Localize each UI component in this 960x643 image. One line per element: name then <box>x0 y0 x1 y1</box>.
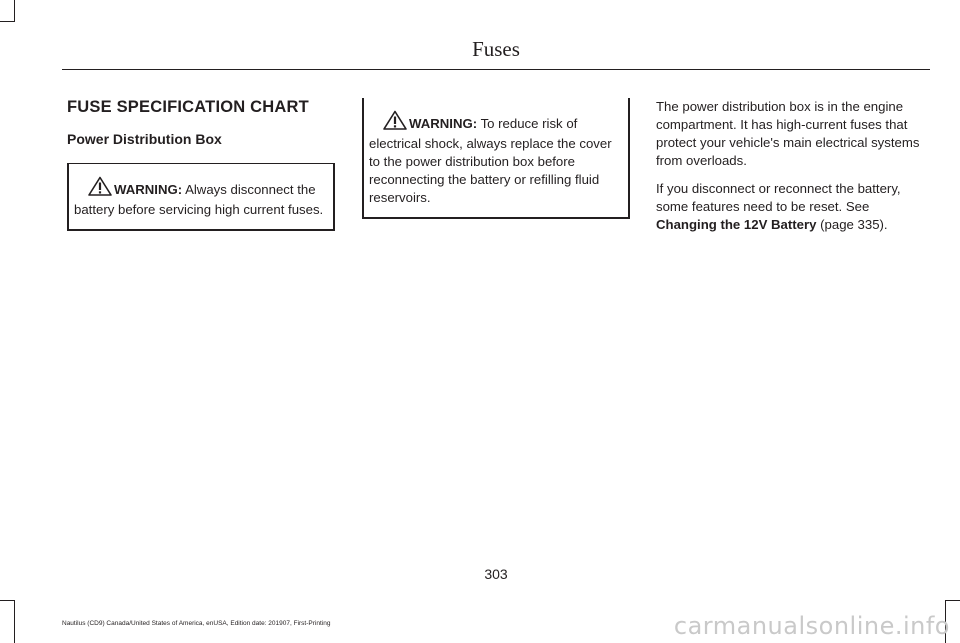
warning-label: WARNING: <box>409 116 478 131</box>
warning-label: WARNING: <box>114 182 183 197</box>
crop-mark-bottom-left-v <box>14 600 15 643</box>
warning-text: To reduce risk of electrical shock, always replace the cover to the power distribution box before reconnecting the battery or refilling fluid reservoirs. <box>369 116 612 205</box>
footer-edition-text: Nautilus (CD9) Canada/United States of America, enUSA, Edition date: 201907, First-Printing <box>62 620 331 627</box>
page-reference: (page 335). <box>816 217 888 232</box>
warning-triangle-icon <box>88 176 112 201</box>
subsection-title: Power Distribution Box <box>67 131 222 147</box>
header-rule <box>62 69 930 70</box>
column-3 <box>656 98 928 244</box>
body-paragraph-1: The power distribution box is in the engine compartment. It has high-current fuses that protect your vehicle's main electrical systems from overloads. <box>656 99 920 168</box>
watermark-logo: carmanualsonline.info <box>673 612 950 640</box>
cross-reference-link[interactable]: Changing the 12V Battery <box>656 217 817 232</box>
warning-text: Always disconnect the battery before servicing high current fuses. <box>74 182 324 217</box>
column-1 <box>67 98 335 231</box>
crop-mark-bottom-left-h <box>0 600 15 601</box>
crop-mark-right-h <box>945 600 960 601</box>
column-2 <box>362 98 630 219</box>
paragraph-text: If you disconnect or reconnect the battery, some features need to be reset. See <box>656 181 901 214</box>
crop-mark-top-left-h <box>0 21 15 22</box>
body-paragraph-2 <box>656 180 928 234</box>
crop-mark-top-left-v <box>14 0 15 22</box>
warning-box-2 <box>362 98 630 219</box>
page-header-title: Fuses <box>472 37 520 61</box>
page-number: 303 <box>484 566 508 582</box>
warning-triangle-icon <box>383 110 407 135</box>
warning-box-1 <box>67 163 335 231</box>
section-title: FUSE SPECIFICATION CHART <box>67 98 309 116</box>
